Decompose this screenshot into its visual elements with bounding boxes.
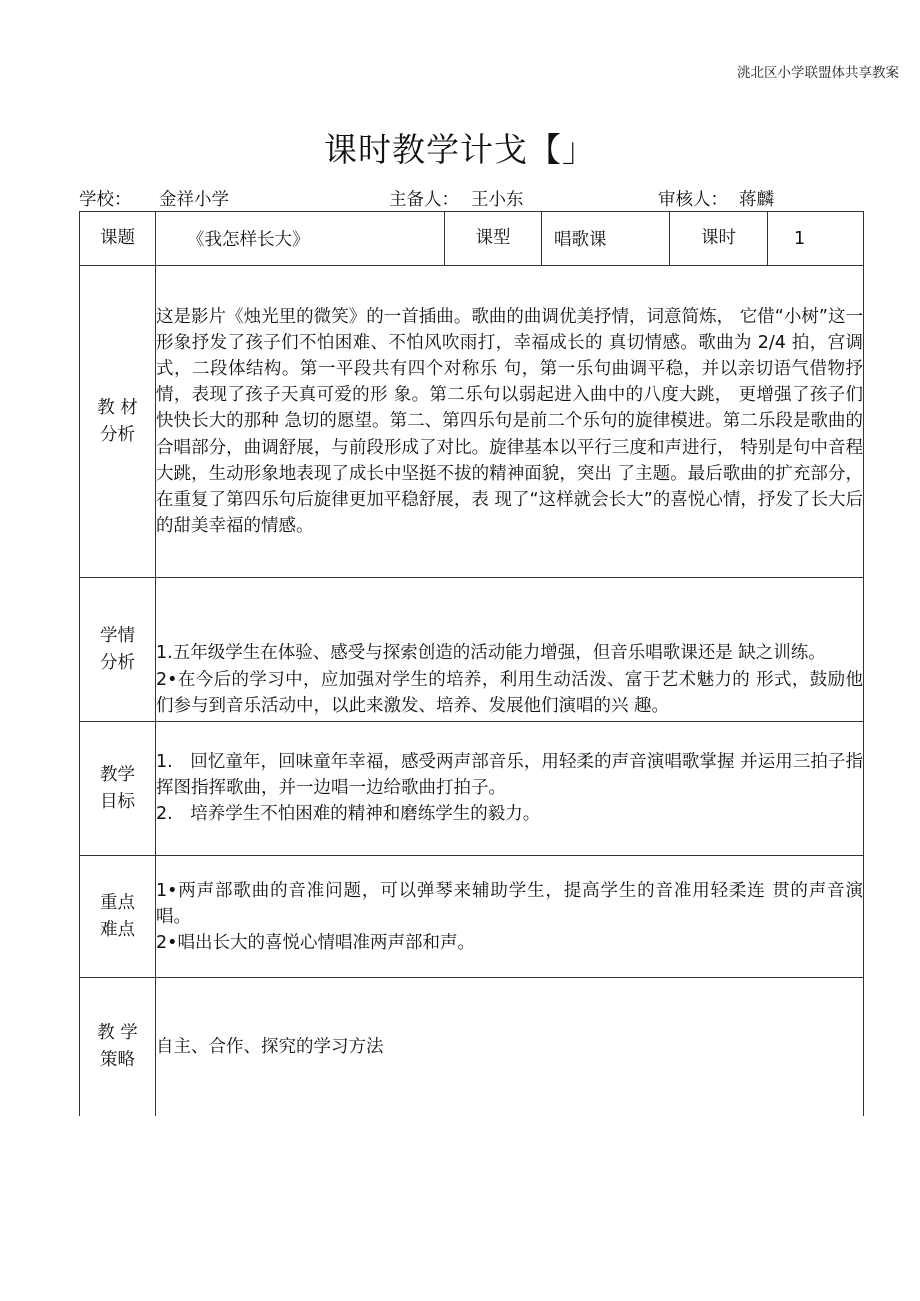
material-text: 这是影片《烛光里的微笑》的一首插曲。歌曲的曲调优美抒情，词意简炼， 它借“小树”这一形象抒发了孩子们不怕困难、不怕风吹雨打，幸福成长的 真切情感。歌曲为 2/4 拍，宫调式，二段体结构。第一平段共有四个对称乐 句，第一乐句曲调平稳，并以亲切语气借物抒情，表现了孩子天真可爱的形 象。第二乐句以弱起进入曲中的八度大跳， 更增强了孩子们快快长大的那种 急切的愿望。第二、第四乐句是前二个乐句的旋律模进。第二乐段是歌曲的 合唱部分，曲调舒展，与前段形成了对比。旋律基本以平行三度和声进行， 特别是句中音程大跳，生动形象地表现了成长中坚挺不拔的精神面貌，突出 了主题。最后歌曲的扩充部分，在重复了第四乐句后旋律更加平稳舒展，表 现了“这样就会长大”的喜悦心情，抒发了长大后的甜美幸福的情感。	[156, 266, 864, 578]
key-points-row	[80, 856, 864, 978]
goals-text	[156, 722, 864, 856]
reviewer-value: 蒋麟	[739, 190, 774, 210]
learner-item: 2•在今后的学习中，应加强对学生的培养，利用生动活泼、富于艺术魅力的 形式，鼓励他们参与到音乐活动中，以此来激发、培养、发展他们演唱的兴 趣。	[156, 669, 863, 716]
goal-item: 2. 培养学生不怕困难的精神和磨练学生的毅力。	[156, 804, 541, 825]
topic-label: 课题	[80, 212, 156, 266]
school-value: 金祥小学	[159, 190, 229, 210]
hours-label: 课时	[670, 212, 768, 266]
strategy-text: 自主、合作、探究的学习方法	[156, 978, 864, 1116]
strategy-label: 教 学 策略	[80, 978, 156, 1116]
learner-item: 1.五年级学生在体验、感受与探索创造的活动能力增强，但音乐唱歌课还是 缺之训练。	[156, 643, 826, 664]
reviewer-label: 审核人：	[658, 190, 728, 210]
goals-label: 教学 目标	[80, 722, 156, 856]
key-point-item: 1•两声部歌曲的音准问题，可以弹琴来辅助学生，提高学生的音准用轻柔连 贯的声音演唱。	[156, 881, 863, 928]
preparer-label: 主备人：	[389, 190, 459, 210]
learner-row	[80, 578, 864, 722]
header-note: 洮北区小学联盟体共享教案	[737, 65, 899, 81]
learner-text	[156, 578, 864, 722]
key-point-item: 2•唱出长大的喜悦心情唱准两声部和声。	[156, 933, 475, 954]
material-row	[80, 266, 864, 578]
goal-item: 1. 回忆童年，回味童年幸福，感受两声部音乐，用轻柔的声音演唱歌掌握 并运用三拍子指挥图指挥歌曲，并一边唱一边给歌曲打拍子。	[156, 752, 863, 799]
material-label: 教 材 分析	[80, 266, 156, 578]
learner-label: 学情 分析	[80, 578, 156, 722]
preparer-value: 王小东	[471, 190, 524, 210]
goals-row	[80, 722, 864, 856]
key-points-text	[156, 856, 864, 978]
type-label: 课型	[445, 212, 542, 266]
type-value: 唱歌课	[542, 212, 670, 266]
hours-value: 1	[768, 212, 864, 266]
strategy-row	[80, 978, 864, 1116]
school-label: 学校：	[79, 190, 132, 210]
page-title: 课时教学计戈【」	[324, 130, 596, 169]
topic-value: 《我怎样长大》	[156, 212, 445, 266]
topic-row	[80, 212, 864, 266]
lesson-plan-table	[79, 211, 864, 1116]
key-points-label: 重点 难点	[80, 856, 156, 978]
